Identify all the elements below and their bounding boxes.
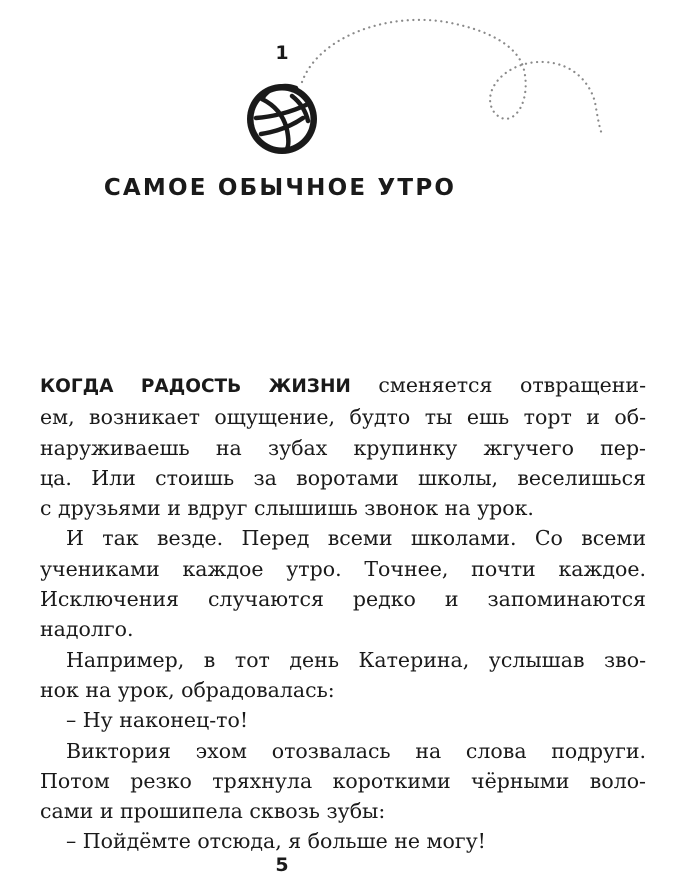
volleyball-icon	[247, 84, 317, 154]
text-line: Например, в тот день Катерина, услышав зво-	[66, 647, 646, 672]
chapter-decoration	[0, 0, 689, 240]
text-line: Виктория эхом отозвалась на слова подруги.	[66, 738, 646, 763]
text-line: наруживаешь на зубах крупинку жгучего пер-	[40, 435, 646, 460]
text-line: ца. Или стоишь за воротами школы, веселишься	[40, 465, 646, 490]
dotted-trail	[302, 20, 602, 134]
text-line: учениками каждое утро. Точнее, почти каждое.	[40, 556, 646, 581]
text-line: Исключения случаются редко и запоминаются	[40, 587, 646, 612]
text-line: сами и прошипела сквозь зубы:	[40, 799, 386, 824]
text-line: ем, возникает ощущение, будто ты ешь торт и об-	[40, 405, 646, 430]
chapter-title: САМОЕ ОБЫЧНОЕ УТРО	[103, 175, 457, 201]
lead-in: КОГДА РАДОСТЬ ЖИЗНИ	[40, 376, 351, 397]
text-line: – Ну наконец-то!	[66, 708, 249, 733]
text-line: Потом резко тряхнула короткими чёрными воло-	[40, 768, 646, 793]
text-line: И так везде. Перед всеми школами. Со всеми	[66, 526, 646, 551]
text-line: нок на урок, обрадовалась:	[40, 677, 335, 702]
text-line: надолго.	[40, 617, 134, 642]
page-number: 5	[275, 854, 289, 876]
text-line: КОГДА РАДОСТЬ ЖИЗНИ сменяется отвращени-	[40, 373, 646, 397]
text-line: – Пойдёмте отсюда, я больше не могу!	[66, 829, 486, 854]
body-text	[40, 370, 646, 857]
chapter-number: 1	[275, 42, 289, 64]
text-line: с друзьями и вдруг слышишь звонок на урок.	[40, 496, 534, 521]
